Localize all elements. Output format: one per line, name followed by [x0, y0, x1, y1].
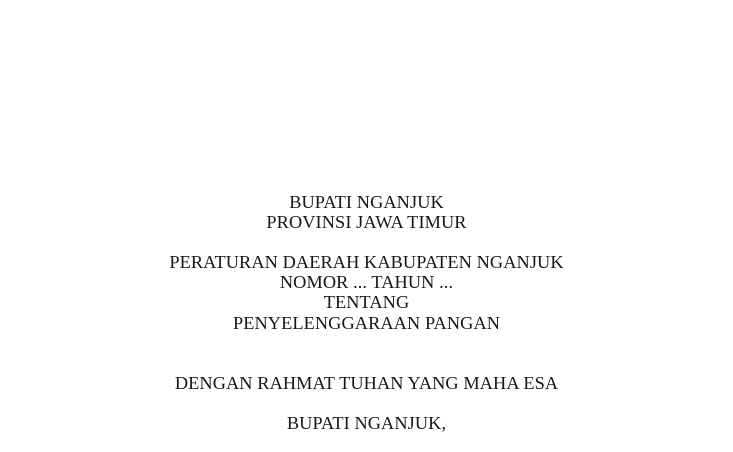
regulation-number-line: NOMOR ... TAHUN ...	[279, 272, 454, 293]
regulation-title-block	[0, 252, 733, 332]
enacting-official-line: BUPATI NGANJUK,	[286, 413, 447, 434]
letterhead	[0, 192, 733, 232]
letterhead-province: PROVINSI JAWA TIMUR	[266, 212, 467, 233]
regulation-subject-line: PENYELENGGARAAN PANGAN	[232, 312, 501, 333]
regulation-type-line: PERATURAN DAERAH KABUPATEN NGANJUK	[169, 252, 564, 273]
invocation-block	[0, 373, 733, 393]
enacting-official-block	[0, 413, 733, 433]
invocation-line: DENGAN RAHMAT TUHAN YANG MAHA ESA	[174, 372, 559, 393]
regulation-about-label: TENTANG	[323, 292, 410, 313]
letterhead-office: BUPATI NGANJUK	[289, 192, 444, 212]
